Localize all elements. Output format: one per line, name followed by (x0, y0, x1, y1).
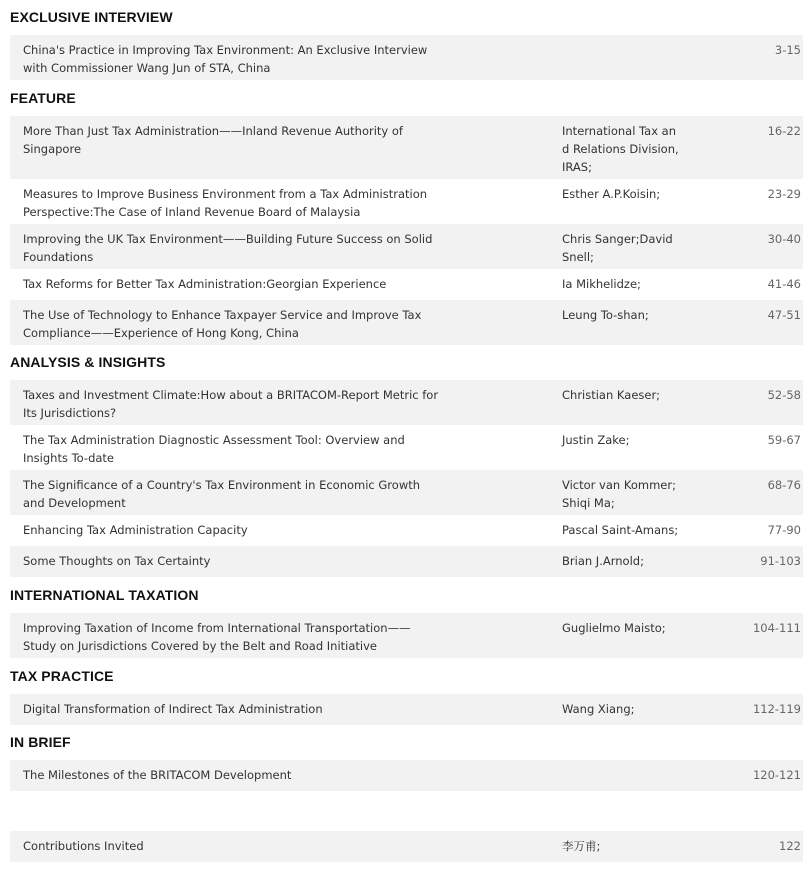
article-author[interactable]: Christian Kaeser; (562, 388, 661, 402)
article-row (10, 470, 803, 515)
section-heading: TAX PRACTICE (10, 668, 114, 684)
article-title-link[interactable]: China's Practice in Improving Tax Environment: An Exclusive Interview with Commissioner Wang Jun of STA, China (23, 43, 428, 75)
article-title-link[interactable]: Enhancing Tax Administration Capacity (23, 523, 248, 537)
article-pages: 91-103 (760, 554, 801, 568)
article-title-link[interactable]: The Significance of a Country's Tax Environment in Economic Growth and Development (23, 478, 421, 510)
article-title-link[interactable]: Tax Reforms for Better Tax Administration:Georgian Experience (23, 277, 387, 291)
section-heading: IN BRIEF (10, 734, 71, 750)
article-pages: 112-119 (752, 702, 801, 716)
article-title-link[interactable]: Improving the UK Tax Environment——Building Future Success on Solid Foundations (23, 232, 433, 264)
article-title-link[interactable]: The Milestones of the BRITACOM Development (23, 768, 292, 782)
article-row (10, 613, 803, 658)
article-title-link[interactable]: More Than Just Tax Administration——Inland Revenue Authority of Singapore (23, 124, 403, 156)
section-heading: EXCLUSIVE INTERVIEW (10, 9, 173, 25)
article-pages: 47-51 (767, 308, 801, 322)
article-pages: 122 (779, 839, 801, 853)
article-row (10, 224, 803, 269)
article-title-link[interactable]: Improving Taxation of Income from International Transportation——Study on Jurisdictions Covered by the Belt and Road Initiative (23, 621, 411, 653)
article-author[interactable]: International Tax and Relations Division, IRAS; (562, 124, 679, 174)
article-title-link[interactable]: Taxes and Investment Climate:How about a BRITACOM-Report Metric for Its Jurisdictions? (23, 388, 439, 420)
article-pages: 77-90 (767, 523, 801, 537)
article-title-link[interactable]: Contributions Invited (23, 839, 144, 853)
article-row (10, 179, 803, 224)
article-pages: 59-67 (767, 433, 801, 447)
article-pages: 16-22 (767, 124, 801, 138)
article-row (10, 546, 803, 577)
article-author[interactable]: Ia Mikhelidze; (562, 277, 641, 291)
article-title-link[interactable]: Measures to Improve Business Environment from a Tax Administration Perspective:The Case of Inland Revenue Board of Malaysia (23, 187, 428, 219)
article-row (10, 300, 803, 345)
section-heading: FEATURE (10, 90, 76, 106)
article-author[interactable]: Leung To-shan; (562, 308, 649, 322)
article-row (10, 694, 803, 725)
section-heading: ANALYSIS & INSIGHTS (10, 354, 166, 370)
article-pages: 68-76 (767, 478, 801, 492)
article-row (10, 116, 803, 179)
article-title-link[interactable]: Some Thoughts on Tax Certainty (23, 554, 211, 568)
article-pages: 30-40 (767, 232, 801, 246)
section-heading: INTERNATIONAL TAXATION (10, 587, 199, 603)
article-author[interactable]: Chris Sanger;David Snell; (562, 232, 673, 264)
article-author[interactable]: 李万甫; (562, 839, 601, 853)
article-author[interactable]: Brian J.Arnold; (562, 554, 644, 568)
article-title-link[interactable]: Digital Transformation of Indirect Tax Administration (23, 702, 323, 716)
article-row (10, 380, 803, 425)
article-pages: 41-46 (767, 277, 801, 291)
article-row (10, 760, 803, 791)
article-author[interactable]: Victor van Kommer;Shiqi Ma; (562, 478, 676, 510)
article-author[interactable]: Pascal Saint-Amans; (562, 523, 679, 537)
article-pages: 23-29 (767, 187, 801, 201)
article-pages: 52-58 (767, 388, 801, 402)
article-row (10, 425, 803, 470)
article-row (10, 35, 803, 80)
article-title-link[interactable]: The Use of Technology to Enhance Taxpayer Service and Improve Tax Compliance——Experience of Hong Kong, China (23, 308, 422, 340)
article-row (10, 515, 803, 546)
article-author[interactable]: Esther A.P.Koisin; (562, 187, 661, 201)
article-author[interactable]: Guglielmo Maisto; (562, 621, 666, 635)
article-author[interactable]: Wang Xiang; (562, 702, 635, 716)
article-author[interactable]: Justin Zake; (562, 433, 630, 447)
article-row (10, 831, 803, 862)
article-title-link[interactable]: The Tax Administration Diagnostic Assessment Tool: Overview and Insights To-date (23, 433, 405, 465)
article-pages: 104-111 (752, 621, 801, 635)
article-pages: 3-15 (774, 43, 801, 57)
article-row (10, 269, 803, 300)
article-pages: 120-121 (752, 768, 801, 782)
